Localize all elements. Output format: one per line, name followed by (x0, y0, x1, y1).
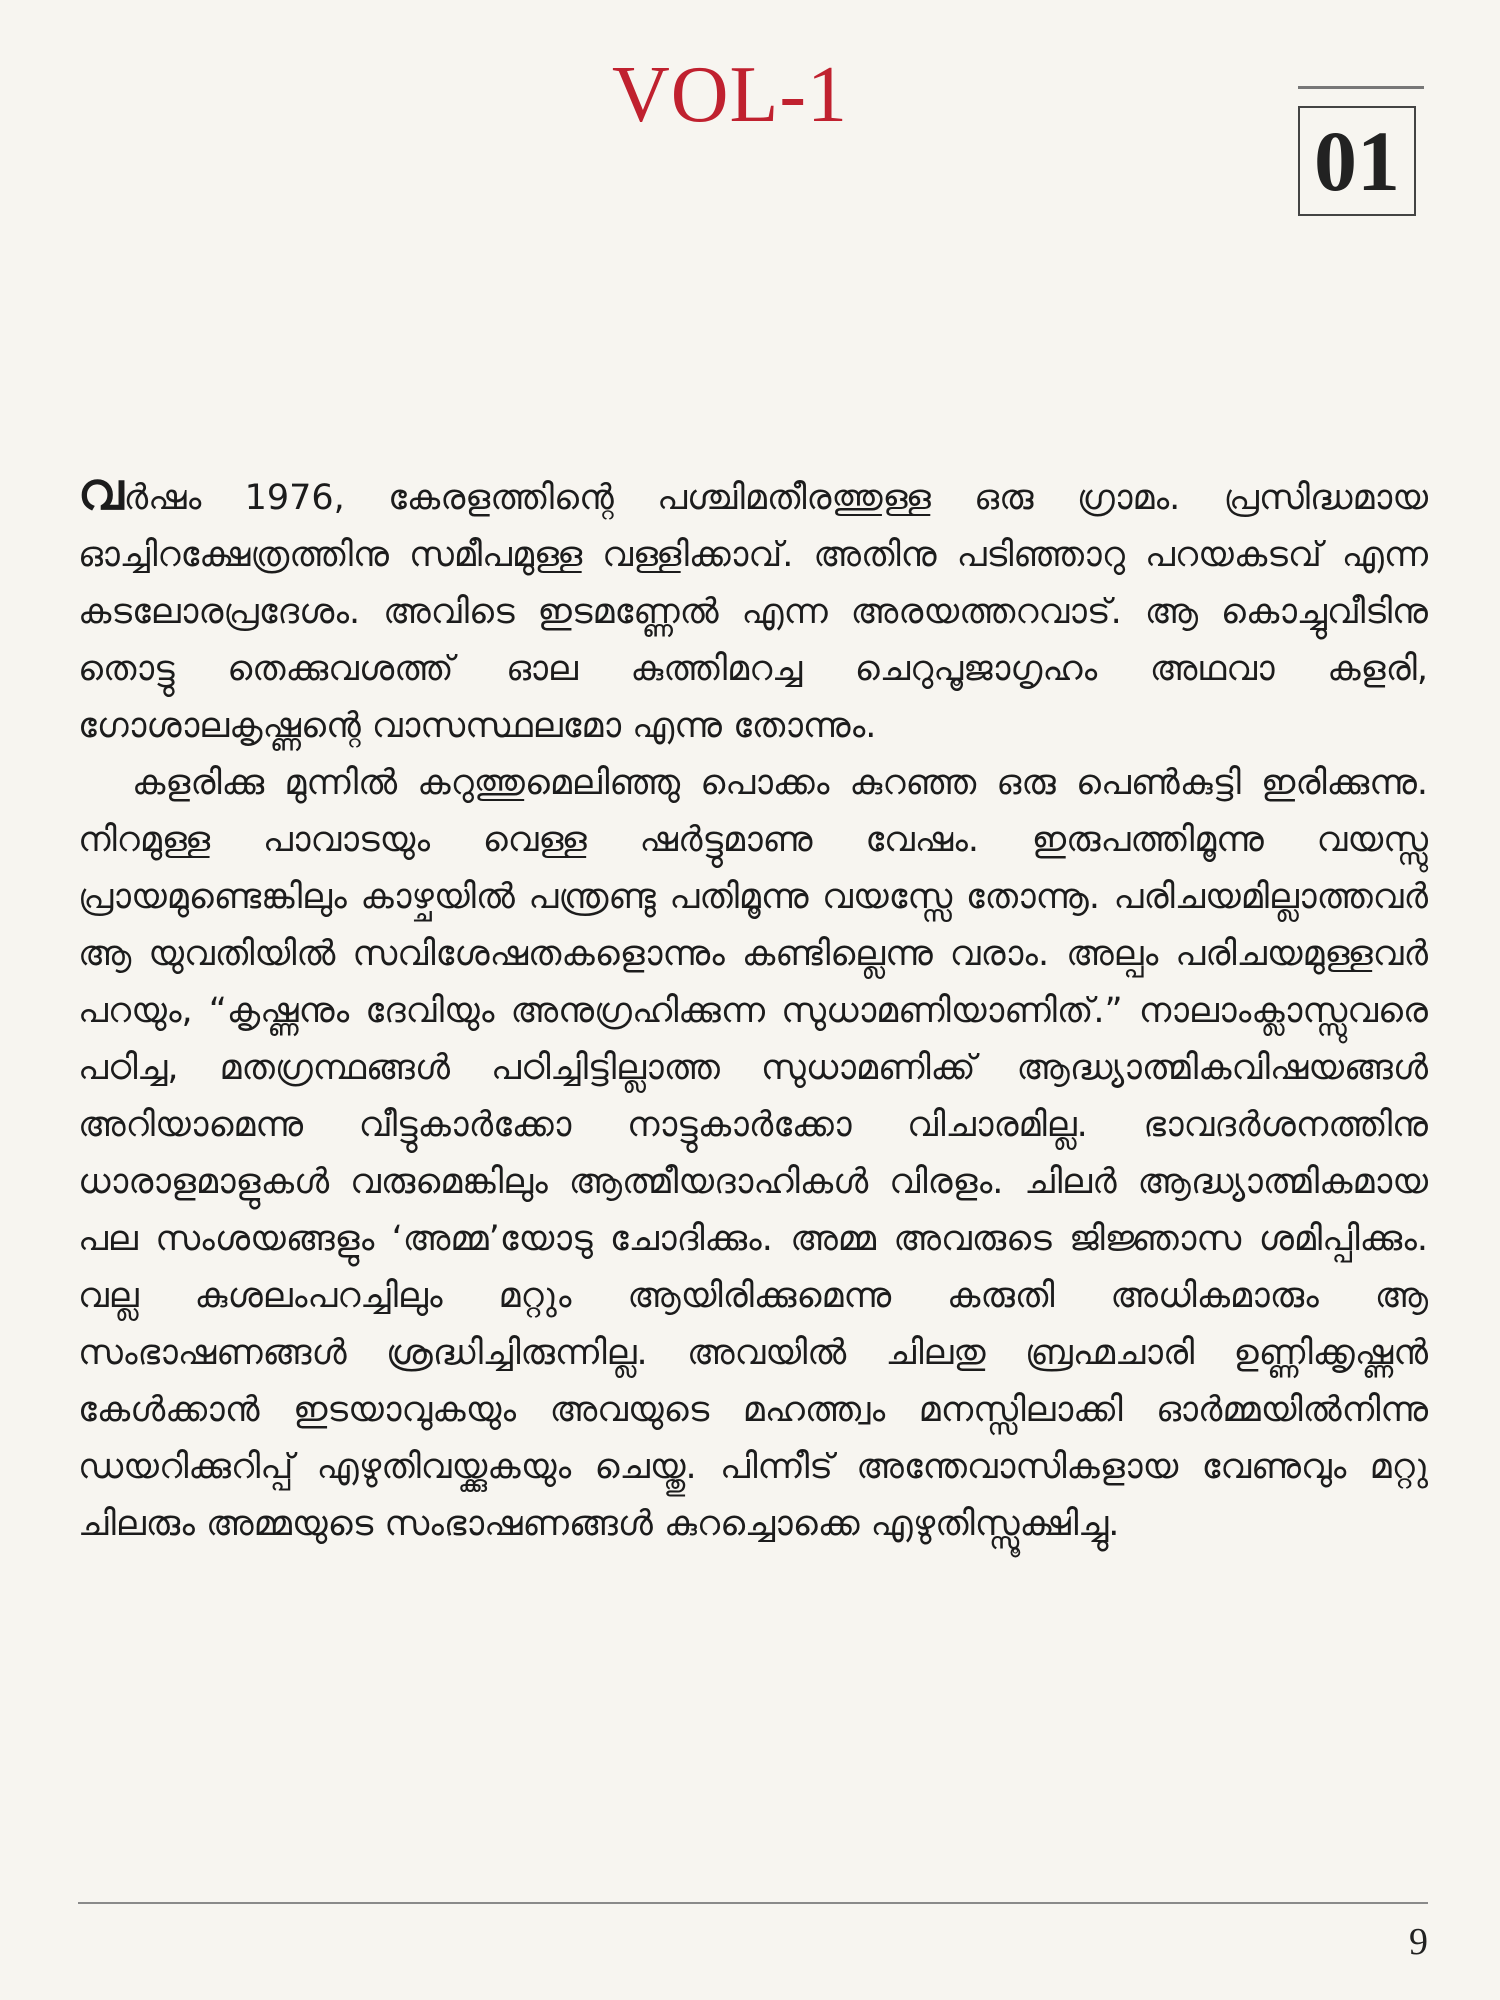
footer-rule (78, 1902, 1428, 1904)
chapter-number-box: 01 (1298, 106, 1416, 216)
chapter-rule (1298, 86, 1424, 89)
body-text (78, 462, 1428, 1553)
paragraph-1 (78, 462, 1428, 755)
volume-title: VOL-1 (611, 51, 849, 139)
drop-cap: വ (78, 462, 124, 522)
paragraph-2: കളരിക്കു മുന്നിൽ കറുത്തുമെലിഞ്ഞു പൊക്കം കുറഞ്ഞ ഒരു പെൺകുട്ടി ഇരിക്കുന്നു. നിറമുള്ള പാവാടയും വെള്ള ഷർട്ടുമാണു വേഷം. ഇരുപത്തിമൂന്നു വയസ്സു പ്രായമുണ്ടെങ്കിലും കാഴ്ചയിൽ പന്ത്രണ്ടു പതിമൂന്നു വയസ്സേ തോന്നൂ. പരിചയമില്ലാത്തവർ ആ യുവതിയിൽ സവിശേഷതകളൊന്നും കണ്ടില്ലെന്നു വരാം. അല്പം പരിചയമുള്ളവർ പറയും, “കൃഷ്ണനും ദേവിയും അനുഗ്രഹിക്കുന്ന സുധാമണിയാണിത്.” നാലാംക്ലാസ്സുവരെ പഠിച്ച, മതഗ്രന്ഥങ്ങൾ പഠിച്ചിട്ടില്ലാത്ത സുധാമണിക്ക് ആദ്ധ്യാത്മികവിഷയങ്ങൾ അറിയാമെന്നു വീട്ടുകാർക്കോ നാട്ടുകാർക്കോ വിചാരമില്ല. ഭാവദർശനത്തിനു ധാരാളമാളുകൾ വരുമെങ്കിലും ആത്മീയദാഹികൾ വിരളം. ചിലർ ആദ്ധ്യാത്മികമായ പല സംശയങ്ങളും ‘അമ്മ’യോടു ചോദിക്കും. അമ്മ അവരുടെ ജിജ്ഞാസ ശമിപ്പിക്കും. വല്ല കുശലംപറച്ചിലും മറ്റും ആയിരിക്കുമെന്നു കരുതി അധികമാരും ആ സംഭാഷണങ്ങൾ ശ്രദ്ധിച്ചിരുന്നില്ല. അവയിൽ ചിലതു ബ്രഹ്മചാരി ഉണ്ണിക്കൃഷ്ണൻ കേൾക്കാൻ ഇടയാവുകയും അവയുടെ മഹത്ത്വം മനസ്സിലാക്കി ഓർമ്മയിൽനിന്നു ഡയറിക്കുറിപ്പ് എഴുതിവയ്ക്കുകയും ചെയ്തു. പിന്നീട് അന്തേവാസികളായ വേണുവും മറ്റു ചിലരും അമ്മയുടെ സംഭാഷണങ്ങൾ കുറച്ചൊക്കെ എഴുതിസ്സൂക്ഷിച്ചു. (78, 763, 1428, 1544)
paragraph-1-text: ർഷം 1976, കേരളത്തിന്റെ പശ്ചിമതീരത്തുള്ള ഒരു ഗ്രാമം. പ്രസിദ്ധമായ ഓച്ചിറക്ഷേത്രത്തിനു സമീപമുള്ള വള്ളിക്കാവ്. അതിനു പടിഞ്ഞാറു പറയകടവ് എന്ന കടലോരപ്രദേശം. അവിടെ ഇടമണ്ണേൽ എന്ന അരയത്തറവാട്. ആ കൊച്ചുവീടിനു തൊട്ടു തെക്കുവശത്ത് ഓല കുത്തിമറച്ച ചെറുപൂജാഗൃഹം അഥവാ കളരി, ഗോശാലകൃഷ്ണന്റെ വാസസ്ഥലമോ എന്നു തോന്നും. (78, 478, 1428, 746)
page-number: 9 (1409, 1921, 1428, 1963)
